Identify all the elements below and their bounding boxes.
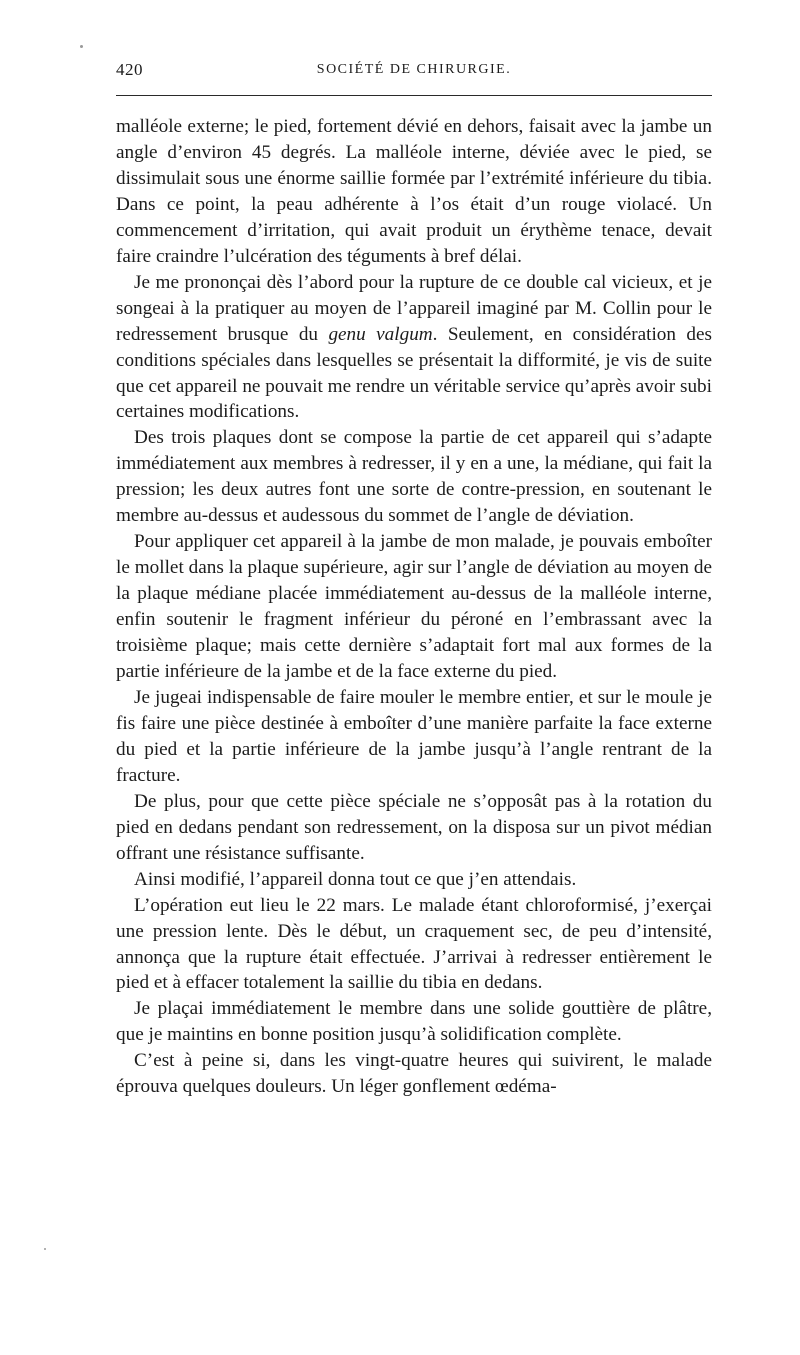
header-rule bbox=[116, 95, 712, 96]
page-header bbox=[116, 60, 712, 84]
paragraph-text: . Seulement, en considération des conditions spéciales dans lesquelles se présentait la difformité, je vis de suite que cet appareil ne pouvait me rendre un véritable service qu’après avoir subi certaines modifications. bbox=[116, 323, 712, 423]
paper-speck bbox=[80, 45, 83, 48]
paragraph: malléole externe; le pied, fortement dévié en dehors, faisait avec la jambe un angle d’environ 45 degrés. La malléole interne, déviée avec le pied, se dissimulait sous une énorme saillie formée par l’extrémité inférieure du tibia. Dans ce point, la peau adhérente à l’os était d’un rouge violacé. Un commencement d’irritation, qui avait produit un érythème tenace, devait faire craindre l’ulcération des téguments à bref délai. bbox=[116, 116, 712, 267]
paragraph: Je jugeai indispensable de faire mouler le membre entier, et sur le moule je fis faire une pièce destinée à emboîter d’une manière parfaite la face externe du pied et la partie inférieure de la jambe jusqu’à l’angle rentrant de la fracture. bbox=[116, 686, 712, 786]
paragraph: C’est à peine si, dans les vingt-quatre heures qui suivirent, le malade éprouva quelques douleurs. Un léger gonflement œdéma- bbox=[116, 1050, 712, 1098]
paragraph: L’opération eut lieu le 22 mars. Le malade étant chloroformisé, j’exerçai une pression lente. Dès le début, un craquement sec, de peu d’intensité, annonça que la rupture était effectuée. J’arrivai à redresser entièrement le pied et à effacer totalement la saillie du tibia en dedans. bbox=[116, 894, 712, 994]
page-number: 420 bbox=[116, 60, 143, 79]
paragraph: Ainsi modifié, l’appareil donna tout ce que j’en attendais. bbox=[134, 868, 577, 890]
paragraph-text: Je me prononçai dès l’abord pour la rupture de ce double cal vicieux, et je songeai à la pratiquer au moyen de l’appareil imaginé par M. Collin pour le redressement brusque du bbox=[116, 271, 712, 345]
paragraph: Des trois plaques dont se compose la partie de cet appareil qui s’adapte immédiatement aux membres à redresser, il y en a une, la médiane, qui fait la pression; les deux autres font une sorte de contre-pression, en soutenant le membre au-dessus et audessous du sommet de l’angle de déviation. bbox=[116, 427, 712, 527]
paper-speck bbox=[44, 1248, 46, 1250]
paragraph: Je plaçai immédiatement le membre dans une solide gouttière de plâtre, que je maintins en bonne position jusqu’à solidification complète. bbox=[116, 998, 712, 1046]
italic-term: genu valgum bbox=[328, 323, 433, 345]
body-text bbox=[116, 114, 712, 1100]
paragraph: De plus, pour que cette pièce spéciale ne s’opposât pas à la rotation du pied en dedans pendant son redressement, on la disposa sur un pivot médian offrant une résistance suffisante. bbox=[116, 790, 712, 864]
paragraph: Pour appliquer cet appareil à la jambe de mon malade, je pouvais emboîter le mollet dans la plaque supérieure, agir sur l’angle de déviation au moyen de la plaque médiane placée immédiatement au-dessus de la malléole interne, enfin soutenir le fragment inférieur du péroné en l’embrassant avec la troisième plaque; mais cette dernière s’adaptait fort mal aux formes de la partie inférieure de la jambe et de la face externe du pied. bbox=[116, 531, 712, 683]
paragraph bbox=[116, 270, 712, 426]
running-head: SOCIÉTÉ DE CHIRURGIE. bbox=[316, 62, 512, 77]
